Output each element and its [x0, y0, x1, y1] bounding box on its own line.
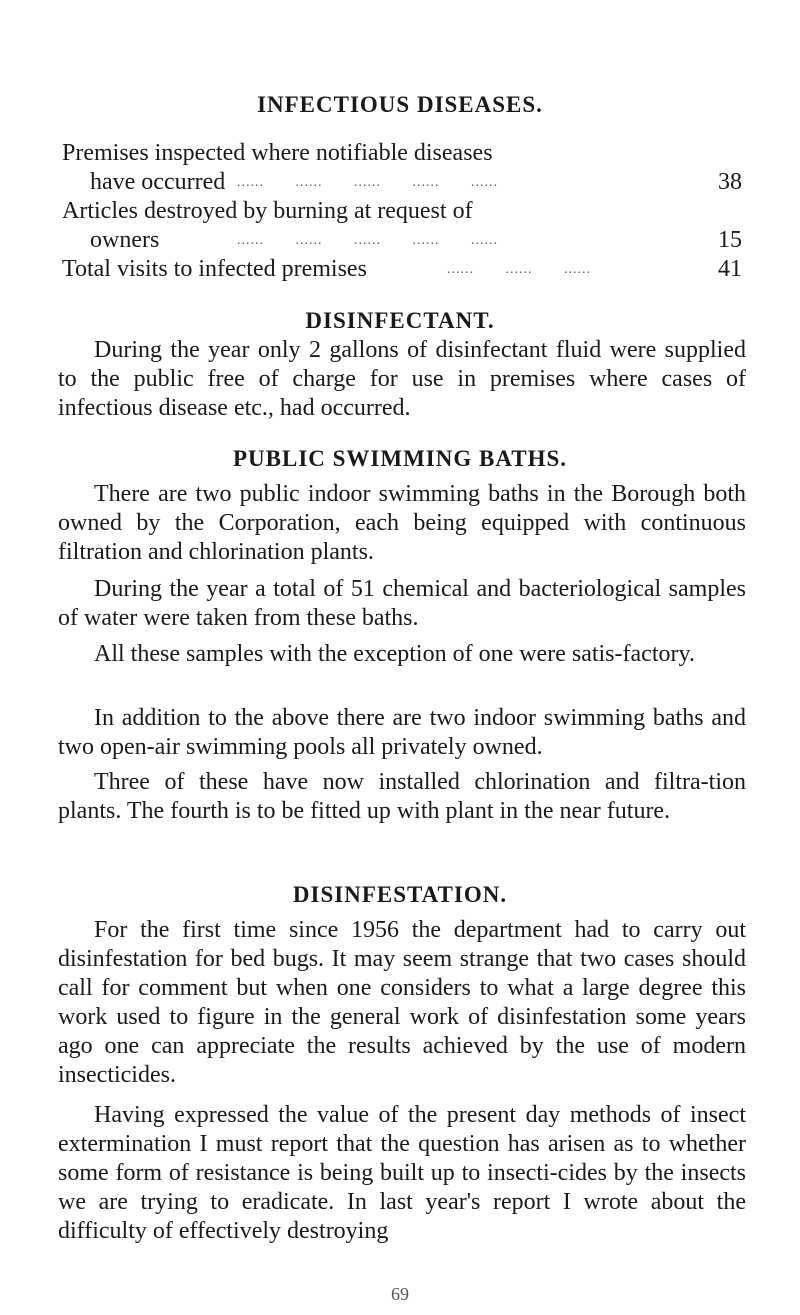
- stat-value: 41: [718, 256, 742, 282]
- paragraph: During the year only 2 gallons of disinfectant fluid were supplied to the public free of charge for use in premises where cases of infectious disease etc., had occurred.: [58, 337, 746, 421]
- stat-value: 15: [718, 227, 742, 253]
- heading-infectious-diseases: INFECTIOUS DISEASES.: [257, 92, 543, 117]
- paragraph: For the first time since 1956 the department had to carry out disinfestation for bed bugs. It may seem strange that two cases should call for comment but when one considers to what a large degree this work used to figure in the general work of disinfestation some years ago one can appreciate the results achieved by the use of modern insecticides.: [58, 917, 746, 1088]
- stat-label: Total visits to infected premises: [62, 256, 367, 282]
- paragraph: In addition to the above there are two indoor swimming baths and two open-air swimming pools all privately owned.: [58, 705, 746, 760]
- paragraph: Having expressed the value of the present day methods of insect extermination I must report that the question has arisen as to whether some form of resistance is being built up to insecti-cides by the insects we are trying to eradicate. In last year's report I wrote about the difficulty of effectively destroying: [58, 1102, 746, 1244]
- stat-row-total-visits: [62, 255, 742, 284]
- paragraph: During the year a total of 51 chemical and bacteriological samples of water were taken from these baths.: [58, 576, 746, 631]
- stat-row-articles-line1: [62, 197, 742, 226]
- stat-label: have occurred: [90, 169, 226, 195]
- paragraph: There are two public indoor swimming baths in the Borough both owned by the Corporation, each being equipped with continuous filtration and chlorination plants.: [58, 481, 746, 565]
- page-number: 69: [391, 1284, 409, 1304]
- stat-label: Articles destroyed by burning at request of: [62, 198, 473, 224]
- heading-public-swimming-baths: PUBLIC SWIMMING BATHS.: [232, 446, 568, 471]
- stat-value: 38: [718, 169, 742, 195]
- stat-row-premises-line1: [62, 139, 742, 168]
- paragraph: Three of these have now installed chlorination and filtra-tion plants. The fourth is to be fitted up with plant in the near future.: [58, 769, 746, 824]
- heading-disinfestation: DISINFESTATION.: [292, 882, 508, 907]
- leader-dots: ...... ...... ......: [447, 262, 591, 277]
- stat-row-premises: [62, 168, 742, 197]
- stat-label: owners: [90, 227, 160, 253]
- leader-dots: ...... ...... ...... ...... ......: [237, 233, 498, 248]
- paragraph: All these samples with the exception of one were satis-factory.: [94, 641, 695, 667]
- heading-disinfectant: DISINFECTANT.: [305, 308, 495, 333]
- leader-dots: ...... ...... ...... ...... ......: [237, 175, 498, 190]
- stat-row-articles: [62, 226, 742, 255]
- stat-label: Premises inspected where notifiable diseases: [62, 140, 493, 166]
